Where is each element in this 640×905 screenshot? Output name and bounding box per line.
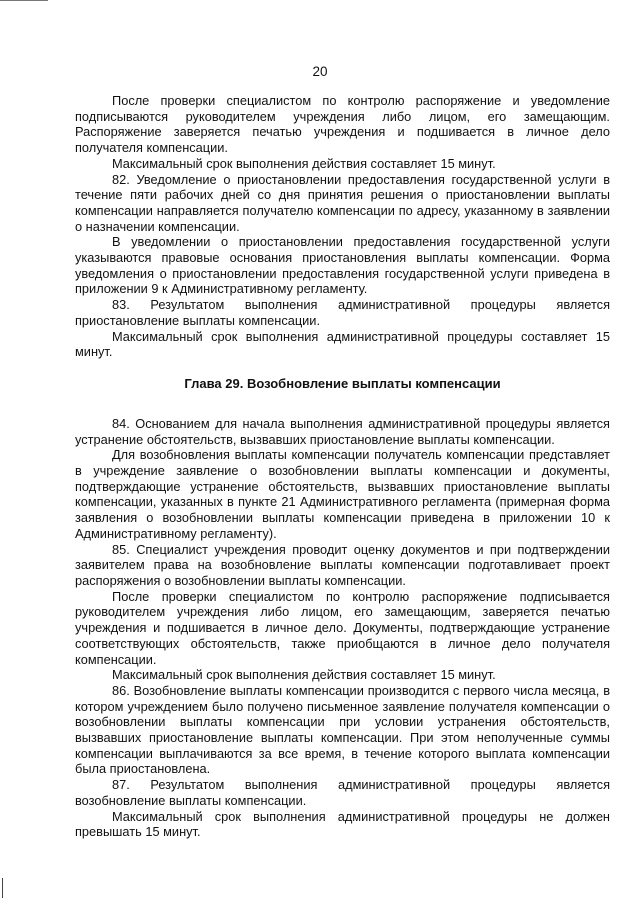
paragraph: После проверки специалистом по контролю распоряжение подписывается руководителем учреждения либо лицом, его замещающим, заверяется печатью учреждения и подшивается в личное дело. Документы, подтверждающие устранение соответствующих обстоятельств, также приобщаются в личное дело получателя компенсации. [75, 588, 610, 667]
paragraph: 84. Основанием для начала выполнения административной процедуры является устранение обстоятельств, вызвавших приостановление выплаты компенсации. [75, 415, 610, 447]
paragraph: Максимальный срок выполнения действия составляет 15 минут. [112, 667, 496, 683]
paragraph: После проверки специалистом по контролю распоряжение и уведомление подписываются руководителем учреждения либо лицом, его замещающим. Распоряжение заверяется печатью учреждения и подшивается в личное дело получателя компенсации. [75, 93, 610, 156]
paragraph: 86. Возобновление выплаты компенсации производится с первого числа месяца, в котором учреждением было получено письменное заявление получателя компенсации о возобновлении выплаты компенсации при условии устранения обстоятельств, вызвавших приостановление выплаты компенсации. При этом неполученные суммы компенсации выплачиваются за все время, в течение которого выплата компенсации была приостановлена. [75, 682, 610, 777]
paragraph: Максимальный срок выполнения административной процедуры составляет 15 минут. [75, 328, 610, 360]
page-number: 20 [312, 64, 328, 79]
paragraph: 87. Результатом выполнения административной процедуры является возобновление выплаты компенсации. [75, 777, 610, 808]
paragraph: Для возобновления выплаты компенсации получатель компенсации представляет в учреждение заявление о возобновлении выплаты компенсации и документы, подтверждающие устранение обстоятельств, вызвавших приостановление выплаты компенсации, указанных в пункте 21 Административного регламента (примерная форма заявления о возобновлении выплаты компенсации приведена в приложении 10 к Административному регламенту). [75, 447, 610, 541]
paragraph: В уведомлении о приостановлении предоставления государственной услуги указываются правовые основания приостановления выплаты компенсации. Форма уведомления о приостановлении предоставления государственной услуги приведена в приложении 9 к Административному регламенту. [75, 234, 610, 297]
paragraph: Максимальный срок выполнения административной процедуры не должен превышать 15 минут. [75, 808, 610, 840]
paragraph: Максимальный срок выполнения действия составляет 15 минут. [112, 155, 496, 171]
scan-edge-mark [2, 878, 3, 898]
paragraph: 85. Специалист учреждения проводит оценку документов и при подтверждении заявителем права на возобновление выплаты компенсации подготавливает проект распоряжения о возобновлении выплаты компенсации. [75, 541, 610, 588]
scan-edge-mark [0, 0, 48, 1]
paragraph: 83. Результатом выполнения административной процедуры является приостановление выплаты компенсации. [75, 297, 610, 328]
paragraph: 82. Уведомление о приостановлении предоставления государственной услуги в течение пяти рабочих дней со дня принятия решения о приостановлении выплаты компенсации направляется получателю компенсации по адресу, указанному в заявлении о назначении компенсации. [75, 171, 610, 234]
document-body [75, 93, 610, 840]
chapter-heading: Глава 29. Возобновление выплаты компенсации [184, 375, 501, 391]
